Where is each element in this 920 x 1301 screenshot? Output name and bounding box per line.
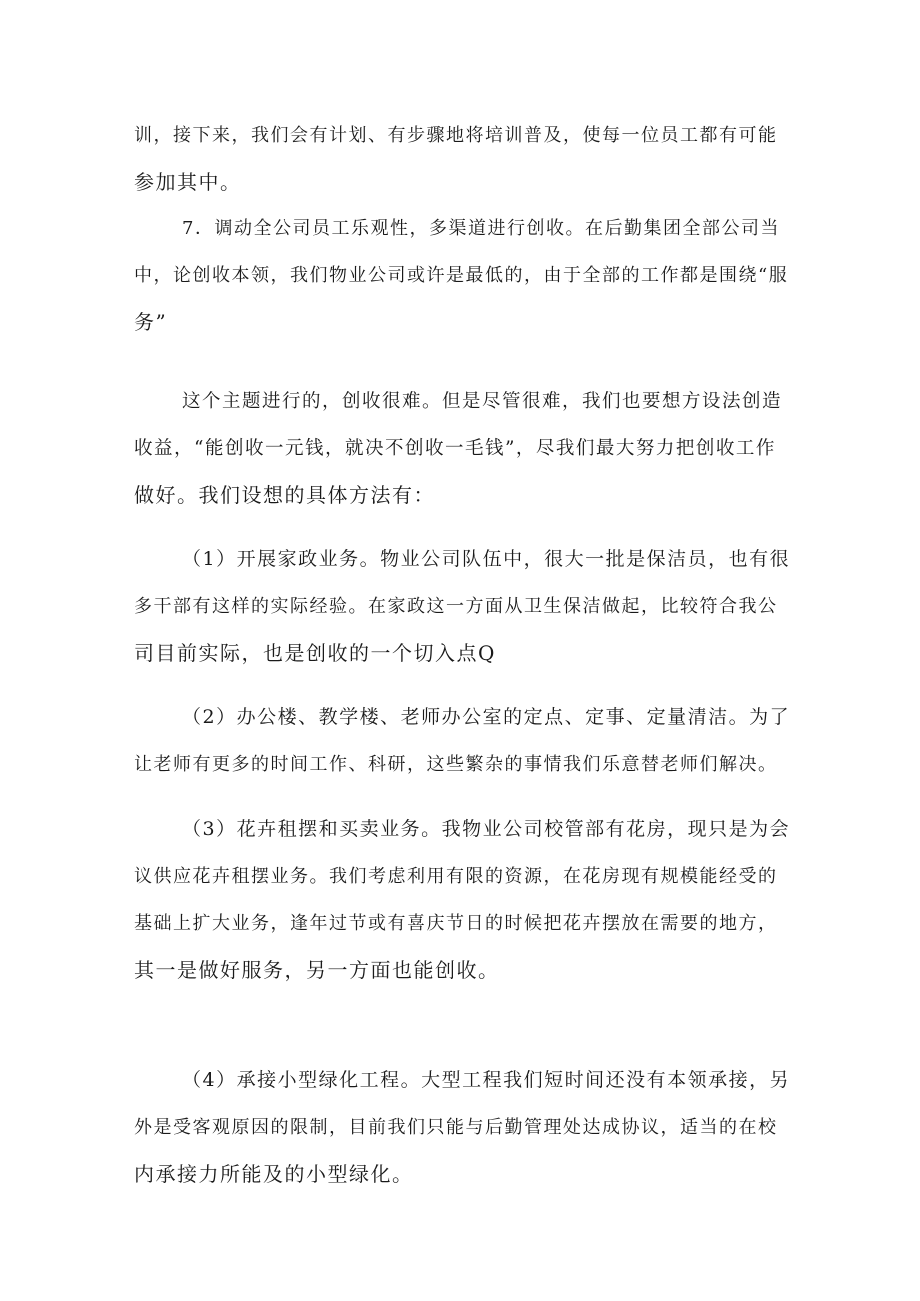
- text-line: 收益，“能创收一元钱，就决不创收一毛钱”，尽我们最大努力把创收工作: [134, 438, 776, 459]
- text-line: 司目前实际，也是创收的一个切入点Q: [134, 641, 496, 665]
- paragraph-item-3-flowers: [134, 806, 790, 994]
- paragraph-item-2-cleaning: [134, 694, 790, 788]
- text-line: 训，接下来，我们会有计划、有步骤地将培训普及，使每一位员工都有可能: [134, 125, 778, 146]
- paragraph-income-theme: [134, 378, 790, 519]
- text-line: 务”: [134, 310, 168, 334]
- paragraph-item-4-greening: [134, 1057, 790, 1198]
- paragraph-item-7: [134, 205, 790, 346]
- text-line: （3）花卉租摆和买卖业务。我物业公司校管部有花房，现只是为会: [182, 818, 791, 840]
- text-line: 参加其中。: [134, 170, 242, 194]
- text-line: 这个主题进行的，创收很难。但是尽管很难，我们也要想方设法创造: [182, 391, 783, 412]
- text-line: 内承接力所能及的小型绿化。: [134, 1162, 414, 1186]
- paragraph-item-1-housekeeping: [134, 536, 790, 677]
- text-line: （2）办公楼、教学楼、老师办公室的定点、定事、定量清洁。为了: [182, 706, 791, 728]
- text-line: （4）承接小型绿化工程。大型工程我们短时间还没有本领承接，另: [182, 1069, 791, 1091]
- text-line: 让老师有更多的时间工作、科研，这些繁杂的事情我们乐意替老师们解决。: [134, 754, 778, 775]
- text-line: 7．调动全公司员工乐观性，多渠道进行创收。在后勤集团全部公司当: [182, 218, 780, 239]
- paragraph-training-continuation: [134, 112, 790, 206]
- text-line: 外是受客观原因的限制，目前我们只能与后勤管理处达成协议，适当的在校: [134, 1117, 778, 1138]
- text-line: 基础上扩大业务，逢年过节或有喜庆节日的时候把花卉摆放在需要的地方，: [134, 913, 778, 934]
- text-line: （1）开展家政业务。物业公司队伍中，很大一批是保洁员，也有很: [182, 548, 791, 570]
- text-line: 多干部有这样的实际经验。在家政这一方面从卫生保洁做起，比较符合我公: [134, 596, 778, 617]
- text-line: 中，论创收本领，我们物业公司或许是最低的，由于全部的工作都是围绕“服: [134, 265, 789, 286]
- text-line: 议供应花卉租摆业务。我们考虑利用有限的资源，在花房现有规模能经受的: [134, 866, 778, 887]
- text-line: 做好。我们设想的具体方法有：: [134, 483, 435, 507]
- text-line: 其一是做好服务，另一方面也能创收。: [134, 958, 500, 982]
